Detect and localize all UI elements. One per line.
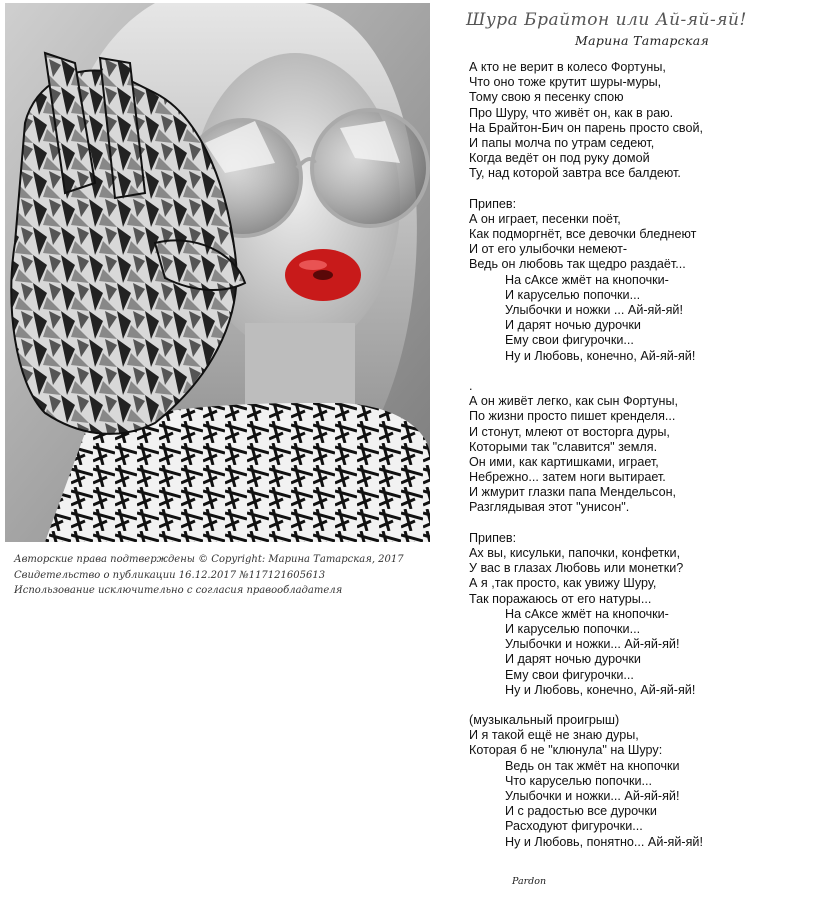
poem-line: Ведь он так жмёт на кнопочки: [505, 758, 680, 773]
poem-line: А он живёт легко, как сын Фортуны,: [469, 394, 678, 409]
poem-line: Тому свою я песенку спою: [469, 90, 624, 105]
poem-line: Он ими, как картишками, играет,: [469, 454, 659, 469]
poem-line: А я ,так просто, как увижу Шуру,: [469, 576, 657, 591]
poem-line: Как подморгнёт, все девочки бледнеют: [469, 227, 697, 242]
poem-author: Марина Татарская: [575, 33, 710, 48]
poem-line: И папы молча по утрам седеют,: [469, 135, 655, 150]
blank-line: [469, 698, 703, 713]
poem-line: И дарят ночью дурочки: [505, 318, 641, 333]
poem-line: И дарят ночью дурочки: [505, 652, 641, 667]
poem-line: Разглядывая этот "унисон".: [469, 500, 630, 515]
poem-line: На сАксе жмёт на кнопочки-: [505, 272, 669, 287]
poem-text: [469, 60, 703, 850]
poem-line: Которыми так "славится" земля.: [469, 439, 658, 454]
poem-line: И стонут, млеют от восторга дуры,: [469, 424, 670, 439]
poem-line: Ту, над которой завтра все балдеют.: [469, 166, 681, 181]
poem-line: На Брайтон-Бич он парень просто свой,: [469, 120, 703, 135]
poem-line: По жизни просто пишет кренделя...: [469, 409, 676, 424]
poem-line: И каруселью попочки...: [505, 287, 641, 302]
poem-line: Ну и Любовь, конечно, Ай-яй-яй!: [505, 682, 696, 697]
poem-line: Улыбочки и ножки... Ай-яй-яй!: [505, 637, 680, 652]
poem-line: Ну и Любовь, конечно, Ай-яй-яй!: [505, 348, 696, 363]
poem-line: Что оно тоже крутит шуры-муры,: [469, 75, 662, 90]
poem-line: А кто не верит в колесо Фортуны,: [469, 60, 666, 74]
poem-line: Так поражаюсь от его натуры...: [469, 591, 652, 606]
poem-line: И от его улыбочки немеют-: [469, 242, 628, 257]
poem-line: Ведь он любовь так щедро раздаёт...: [469, 257, 686, 272]
poem-line: А он играет, песенки поёт,: [469, 211, 621, 226]
poem-line: Которая б не "клюнула" на Шуру:: [469, 743, 663, 758]
poem-line: Расходуют фигурочки...: [505, 819, 643, 834]
poem-line: Ему свои фигурочки...: [505, 667, 634, 682]
signoff: Pardon: [512, 876, 547, 887]
poem-line: Что каруселью попочки...: [505, 773, 653, 788]
poem-line: Про Шуру, что живёт он, как в раю.: [469, 105, 674, 120]
blank-line: [469, 516, 703, 531]
poem-line: (музыкальный проигрыш): [469, 713, 620, 728]
poem-line: Улыбочки и ножки ... Ай-яй-яй!: [505, 303, 683, 317]
poem-line: Ему свои фигурочки...: [505, 333, 634, 348]
blank-line: [469, 364, 703, 379]
poem-line: .: [469, 378, 473, 393]
poem-line: Припев:: [469, 530, 517, 545]
usage-line: Использование исключительно с согласия правообладателя: [14, 585, 343, 596]
poem-line: Припев:: [469, 196, 517, 211]
blank-line: [469, 182, 703, 197]
copyright-line: Авторские права подтверждены © Copyright: Марина Татарская, 2017: [14, 554, 404, 565]
certificate-line: Свидетельство о публикации 16.12.2017 №117121605613: [14, 569, 326, 581]
poem-line: И с радостью все дурочки: [505, 804, 657, 819]
poem-line: На сАксе жмёт на кнопочки-: [505, 606, 669, 621]
portrait-photo: [5, 3, 430, 542]
poem-line: И каруселью попочки...: [505, 621, 641, 636]
poem-line: И жмурит глазки папа Мендельсон,: [469, 485, 677, 500]
poem-line: Ах вы, кисульки, папочки, конфетки,: [469, 546, 681, 560]
poem-line: У вас в глазах Любовь или монетки?: [469, 561, 684, 576]
poem-title: Шура Брайтон или Ай-яй-яй!: [466, 10, 747, 30]
poem-line: И я такой ещё не знаю дуры,: [469, 728, 639, 743]
poem-line: Улыбочки и ножки... Ай-яй-яй!: [505, 789, 680, 803]
poem-line: Ну и Любовь, понятно... Ай-яй-яй!: [505, 834, 703, 849]
copyright-notice: [14, 552, 404, 599]
poem-line: Небрежно... затем ноги вытирает.: [469, 470, 666, 485]
poem-line: Когда ведёт он под руку домой: [469, 151, 650, 166]
